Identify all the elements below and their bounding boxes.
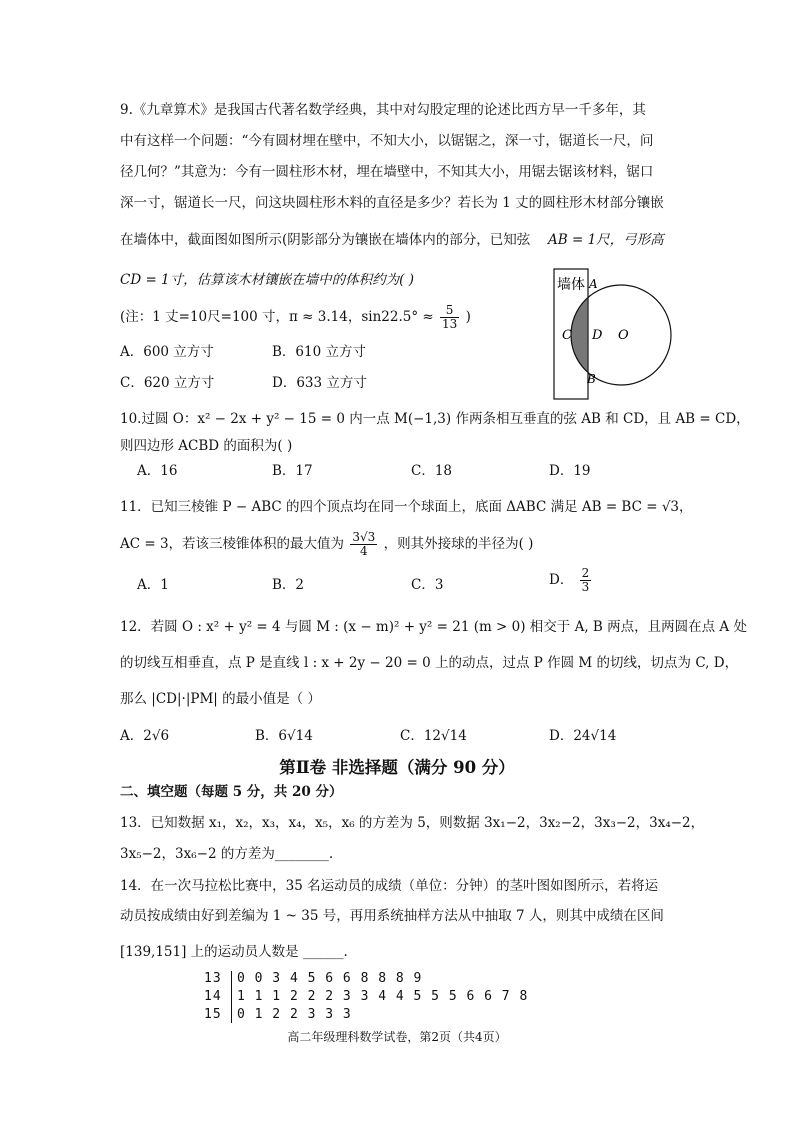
q13-line-2: 3x₅−2，3x₆−2 的方差为________. bbox=[120, 846, 334, 862]
q10-option-d: D．19 bbox=[549, 463, 591, 479]
q9-line-5b: AB = 1尺，弓形高 bbox=[548, 232, 664, 248]
q9-option-d: D．633 立方寸 bbox=[272, 375, 367, 391]
q9-note-end: ) bbox=[465, 309, 471, 325]
q11-option-d-den: 3 bbox=[581, 580, 590, 594]
wall-circle-figure bbox=[545, 268, 675, 403]
point-b-label: B bbox=[587, 372, 596, 386]
q11-fraction-num: 3√3 bbox=[352, 530, 376, 544]
q9-line-2: 中有这样一个问题：“今有圆材埋在壁中，不知大小，以锯锯之，深一寸，锯道长一尺，问 bbox=[120, 133, 654, 149]
point-d-label: D bbox=[592, 328, 603, 343]
q12-line-3: 那么 |CD|·|PM| 的最小值是（ ） bbox=[120, 691, 321, 707]
stem-15: 15 bbox=[204, 1007, 222, 1022]
q9-note-num: 5 bbox=[440, 304, 459, 318]
q10-option-a: A．16 bbox=[137, 463, 178, 479]
q14-line-1: 14．在一次马拉松比赛中，35 名运动员的成绩（单位：分钟）的茎叶图如图所示，若将运 bbox=[120, 878, 659, 894]
q10-line-1: 10.过圆 O：x² − 2x + y² − 15 = 0 内一点 M(−1,3) 作两条相互垂直的弦 AB 和 CD，且 AB = CD， bbox=[120, 411, 750, 427]
q12-line-1: 12．若圆 O : x² + y² = 4 与圆 M : (x − m)² + y² = 21 (m > 0) 相交于 A, B 两点，且两圆在点 A 处 bbox=[120, 619, 747, 635]
leaves-13: 0 0 3 4 5 6 6 8 8 8 9 bbox=[237, 971, 423, 986]
q12-option-a: A．2√6 bbox=[120, 728, 170, 744]
q11-option-d-fraction bbox=[580, 567, 592, 594]
q9-line-3: 径几何？”其意为：今有一圆柱形木材，埋在墙壁中，不知其大小，用锯去锯该材料，锯口 bbox=[120, 164, 654, 180]
q9-line-6: CD = 1寸，估算该木材镶嵌在墙中的体积约为( ) bbox=[120, 272, 414, 288]
q14-line-3: [139,151] 上的运动员人数是 ______. bbox=[120, 944, 348, 960]
leaves-14: 1 1 1 2 2 2 3 3 4 4 5 5 5 6 6 7 8 bbox=[237, 989, 529, 1004]
q11-line-2 bbox=[120, 531, 533, 558]
q9-line-4: 深一寸，锯道长一尺，问这块圆柱形木料的直径是多少？若长为 1 丈的圆柱形木材部分镶嵌 bbox=[120, 195, 664, 211]
q11-option-c: C．3 bbox=[411, 577, 444, 593]
q12-option-c: C．12√14 bbox=[400, 728, 467, 744]
q9-note bbox=[120, 304, 471, 331]
center-o-label: O bbox=[618, 328, 629, 343]
page-footer: 高二年级理科数学试卷，第2页（共4页） bbox=[287, 1030, 507, 1044]
q9-option-b: B．610 立方寸 bbox=[272, 344, 366, 360]
fill-in-blank-heading: 二、填空题（每题 5 分，共 20 分） bbox=[120, 784, 343, 800]
q9-line-1: 9.《九章算术》是我国古代著名数学经典，其中对勾股定理的论述比西方早一千多年，其 bbox=[120, 102, 646, 118]
point-a-label: A bbox=[589, 277, 598, 291]
q13-line-1: 13．已知数据 x₁，x₂，x₃，x₄，x₅，x₆ 的方差为 5，则数据 3x₁−2，3x₂−2，3x₃−2，3x₄−2， bbox=[120, 815, 705, 831]
q14-line-2: 动员按成绩由好到差编为 1 ~ 35 号，再用系统抽样方法从中抽取 7 人，则其中成绩在区间 bbox=[120, 908, 664, 924]
q10-option-b: B．17 bbox=[272, 463, 313, 479]
wall-label: 墙体 bbox=[557, 277, 585, 293]
q9-note-fraction bbox=[440, 304, 459, 331]
q11-fraction-den: 4 bbox=[360, 544, 368, 558]
q9-note-den: 13 bbox=[441, 317, 458, 331]
q11-option-d-num: 2 bbox=[581, 566, 590, 580]
q12-option-b: B．6√14 bbox=[255, 728, 313, 744]
leaves-15: 0 1 2 2 3 3 3 bbox=[237, 1007, 352, 1022]
stem-13: 13 bbox=[204, 971, 222, 986]
q9-option-a: A．600 立方寸 bbox=[120, 344, 214, 360]
q11-line-2-start: AC = 3，若该三棱锥体积的最大值为 bbox=[120, 536, 345, 552]
q9-option-c: C．620 立方寸 bbox=[120, 375, 215, 391]
point-c-label: C bbox=[562, 328, 572, 343]
q11-line-1: 11．已知三棱锥 P − ABC 的四个顶点均在同一个球面上，底面 ΔABC 满足 AB = BC = √3， bbox=[120, 499, 693, 515]
q11-option-a: A．1 bbox=[137, 577, 169, 593]
q12-option-d: D．24√14 bbox=[549, 728, 617, 744]
stem-14: 14 bbox=[204, 989, 222, 1004]
q9-note-text: (注：1 丈=10尺=100 寸，π ≈ 3.14，sin22.5° ≈ bbox=[120, 309, 434, 325]
section-2-title: 第Ⅱ卷 非选择题（满分 90 分） bbox=[279, 758, 515, 777]
stem-divider bbox=[231, 971, 232, 1023]
q11-option-b: B．2 bbox=[272, 577, 305, 593]
q11-volume-fraction bbox=[350, 531, 377, 558]
q11-option-d bbox=[549, 567, 593, 594]
q10-line-2: 则四边形 ACBD 的面积为( ) bbox=[120, 438, 293, 454]
q9-line-5a: 在墙体中，截面图如图所示(阴影部分为镶嵌在墙体内的部分，已知弦 bbox=[120, 232, 531, 248]
q11-line-2-end: ，则其外接球的半径为( ) bbox=[383, 536, 534, 552]
q12-line-2: 的切线互相垂直，点 P 是直线 l : x + 2y − 20 = 0 上的动点，过点 P 作圆 M 的切线，切点为 C, D， bbox=[120, 655, 739, 671]
q10-option-c: C．18 bbox=[411, 463, 453, 479]
q11-option-d-label: D． bbox=[549, 572, 574, 588]
